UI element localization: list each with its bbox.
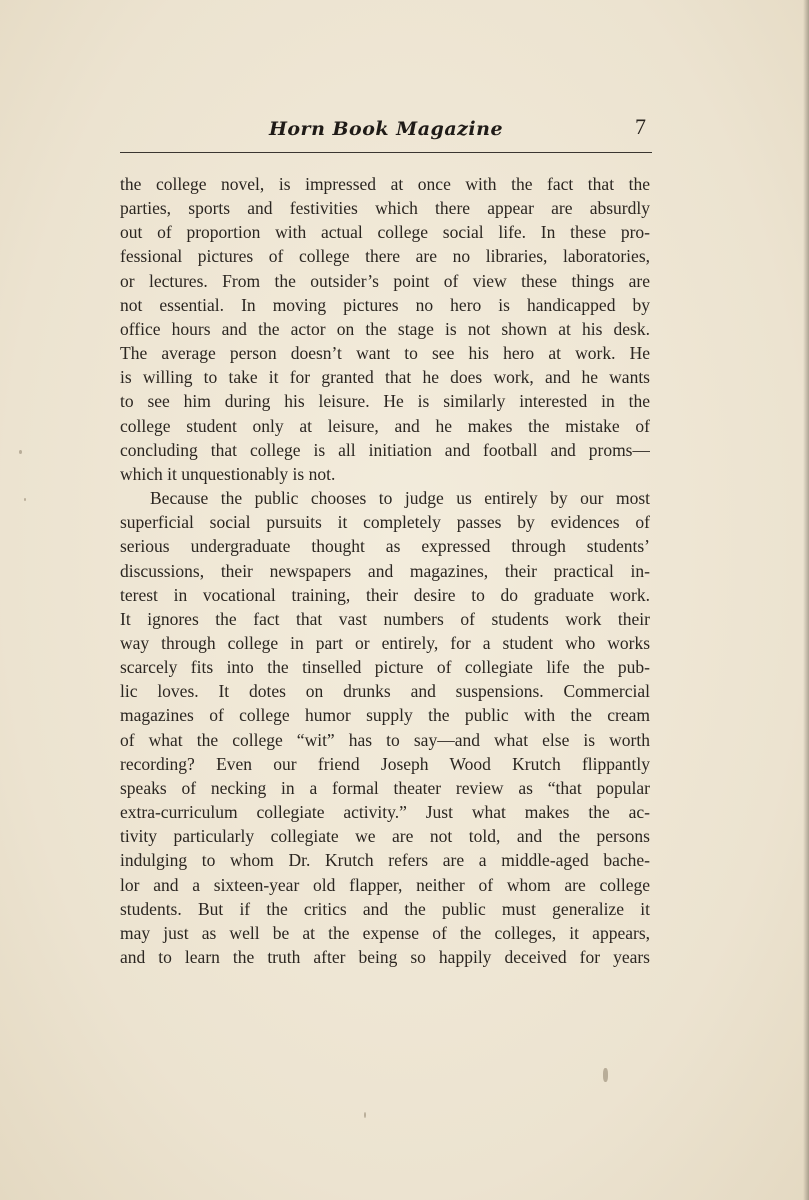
text-line: office hours and the actor on the stage is not shown at his desk.	[120, 318, 650, 339]
text-line: indulging to whom Dr. Krutch refers are a middle-aged bache-	[120, 850, 650, 871]
text-line: students. But if the critics and the public must generalize it	[120, 898, 650, 919]
text-line: tivity particularly collegiate we are not told, and the persons	[120, 826, 650, 847]
text-line: scarcely fits into the tinselled picture of collegiate life the pub-	[120, 657, 650, 678]
running-header	[120, 110, 652, 153]
text-line: speaks of necking in a formal theater review as “that popular	[120, 777, 650, 798]
text-line: fessional pictures of college there are no libraries, laboratories,	[120, 246, 650, 267]
page-edge-shadow	[803, 0, 809, 1200]
paragraph	[120, 172, 650, 486]
text-line: not essential. In moving pictures no hero is handicapped by	[120, 294, 650, 315]
text-line: which it unquestionably is not.	[120, 463, 336, 484]
text-line: lic loves. It dotes on drunks and suspensions. Commercial	[120, 681, 650, 702]
text-line: may just as well be at the expense of the colleges, it appears,	[120, 922, 650, 943]
text-line: recording? Even our friend Joseph Wood Krutch flippantly	[120, 753, 650, 774]
text-line: way through college in part or entirely, for a student who works	[120, 632, 650, 653]
text-line: extra-curriculum collegiate activity.” Just what makes the ac-	[120, 802, 650, 823]
text-line: Because the public chooses to judge us entirely by our most	[150, 488, 650, 509]
text-line: concluding that college is all initiation and football and proms—	[120, 439, 650, 460]
paper-speck	[603, 1068, 608, 1082]
text-line: lor and a sixteen-year old flapper, neither of whom are college	[120, 874, 650, 895]
paragraph	[120, 486, 650, 969]
text-line: parties, sports and festivities which there appear are absurdly	[120, 198, 650, 219]
text-line: college student only at leisure, and he makes the mistake of	[120, 415, 650, 436]
text-line: discussions, their newspapers and magazines, their practical in-	[120, 560, 650, 581]
text-line: is willing to take it for granted that he does work, and he wants	[120, 367, 650, 388]
paper-speck	[364, 1112, 366, 1118]
text-line: terest in vocational training, their desire to do graduate work.	[120, 584, 650, 605]
page-number: 7	[635, 114, 646, 139]
text-line: serious undergraduate thought as expressed through students’	[120, 536, 650, 557]
text-line: The average person doesn’t want to see his hero at work. He	[120, 343, 650, 364]
text-line: It ignores the fact that vast numbers of students work their	[120, 608, 650, 629]
text-line: out of proportion with actual college social life. In these pro-	[120, 222, 650, 243]
text-line: of what the college “wit” has to say—and what else is worth	[120, 729, 650, 750]
paper-speck	[24, 498, 26, 501]
text-line: to see him during his leisure. He is similarly interested in the	[120, 391, 650, 412]
text-line: superficial social pursuits it completely passes by evidences of	[120, 512, 650, 533]
text-line: magazines of college humor supply the public with the cream	[120, 705, 650, 726]
text-line: and to learn the truth after being so happily deceived for years	[120, 947, 650, 967]
text-line: or lectures. From the outsider’s point of view these things are	[120, 270, 650, 291]
article-body	[120, 172, 650, 969]
paper-speck	[19, 450, 22, 454]
journal-title: Horn Book Magazine	[268, 118, 504, 140]
text-line: the college novel, is impressed at once with the fact that the	[120, 174, 650, 194]
